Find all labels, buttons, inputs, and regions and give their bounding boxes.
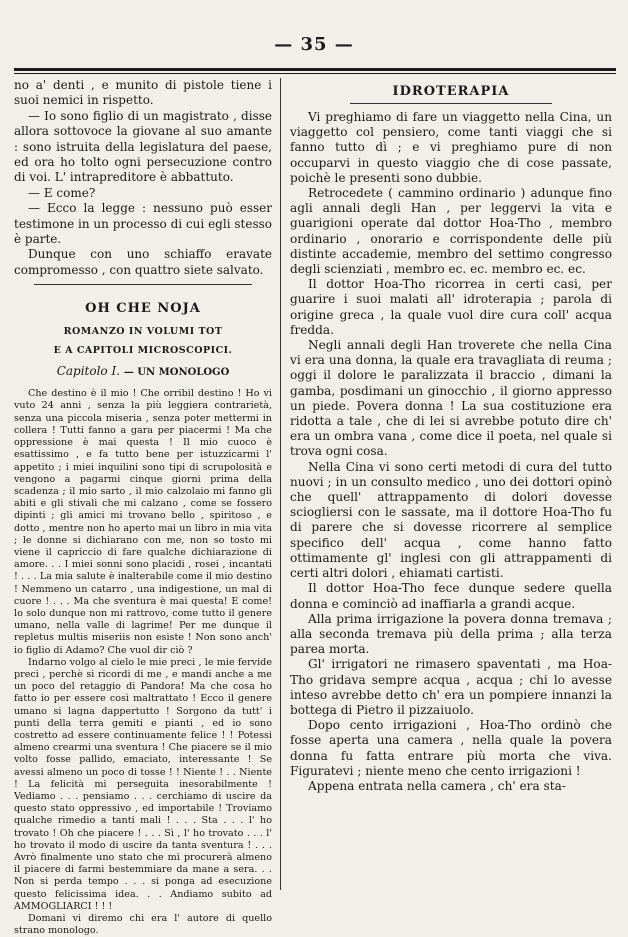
- subtitle: E A CAPITOLI MICROSCOPICI.: [53, 345, 233, 357]
- body-paragraph: Indarno volgo al cielo le mie preci , le mie fervide preci , perchè si ricordi di me , e mandi anche a me un poco del retaggio di Pandora! Ma che cosa ho fatto io per essere così maltrattato ! Ecco il genere umano si lagna dappertutto ! Sorgono da tutt' i punti della terra gemiti e pianti , ed io sono costretto ad essere continuamente felice ! ! Potessi almeno crearmi una sventura ! Che piacere se il mio volto fosse pallido, emaciato, interessante ! Se avessi almeno un poco di tosse ! ! Niente ! . . Niente ! La felicità mi perseguita inesorabilmente ! Vediamo . . . pensiamo . . . cerchiamo di uscire da questo stato oppressivo , ed importabile ! Troviamo qualche rimedio a tanti mali ! . . . Sta . . . l' ho trovato ! Oh che piacere ! . . . Sì , l' ho trovato . . . l' ho trovato il modo di uscire da tanta sventura ! . . . Avrò finalmente uno stato che mi procurerà almeno il piacere di farmi bestemmiare da mane a sera. . . Non si perda tempo . . . si ponga ad esecuzione questo felicissima idea. . . Andiamo subito ad AMMOGLIARCI ! ! !: [14, 656, 272, 912]
- body-paragraph: Che destino è il mio ! Che orribil destino ! Ho vi vuto 24 anni , senza la più leggiera contrarietà, senza una piccola miseria , senza poter mettermi in collera ! Tutti fanno a gara per piacermi ! Ma che oppressione è mai questa ! Il mio cuoco è esattissimo , e fa tutto bene per istuzzicarmi l' appetito ; i miei inquilini sono tipi di scrupolosità e vengono a pagarmi cinque giorni prima della scadenza ; il mio sarto , il mio calzolaio mi fanno gli abiti e gli stivali che mi calzano , come se fossero dipinti ; gli amici mi trovano bello , spiritoso , e dotto , mentre non ho aperto mai un libro in mia vita ; le donne si dichiarano con me, non so tosto mi viene il capriccio di fare qualche dichiarazione di amore. . . I miei sonni sono placidi , rosei , incantati ! . . . La mia salute è inalterabile come il mio destino ! Nemmeno un catarro , una indigestione, un mal di cuore ! . . . Ma che sventura è mai questa! E come! lo solo dunque non mi rattrovo, come tutto il genere umano, nella valle di lagrime! Per me dunque il repletus multis miseriis non esiste ! Non sono anch' io figlio di Adamo? Che vuol dir ciò ?: [14, 388, 272, 656]
- section-title: OH CHE NOJA: [85, 301, 201, 317]
- body-paragraph: Retrocedete ( cammino ordinario ) adunque fino agli annali degli Han , per leggervi la vita e guarigioni operate dal dottor Hoa-Tho , membro ordinario , onorario e corrispondente delle più distinte accademie, membro del settimo congresso degli scienziati , membro ec. ec. membro ec. ec.: [290, 186, 612, 277]
- body-paragraph: Domani vi diremo chi era l' autore di quello strano monologo.: [14, 913, 272, 937]
- body-paragraph: Nella Cina vi sono certi metodi di cura del tutto nuovi ; in un consulto medico , uno dei dottori opinò che quell' attrappamento di dolori dovesse sciogliersi con le sassate, ma il dottore Hoa-Tho fu di parere che si dovesse ricorrere al semplice specifico dell' acqua , come hanno fatto ottimamente gl' inglesi con gli attrappamenti di certi altri dolori , ehiamati cartisti.: [290, 459, 612, 581]
- body-paragraph: Il dottor Hoa-Tho fece dunque sedere quella donna e cominciò ad inaffiarla a grandi acque.: [290, 581, 612, 611]
- page-number: — 35 —: [274, 34, 354, 55]
- body-paragraph: Appena entrata nella camera , ch' era sta-: [308, 778, 566, 793]
- body-paragraph: Gl' irrigatori ne rimasero spaventati , ma Hoa-Tho gridava sempre acqua , acqua ; chi lo avesse inteso avrebbe detto ch' era un pompiere innanzi la bottega di Pietro il pizzaiuolo.: [290, 657, 612, 717]
- column-divider: [280, 78, 281, 890]
- body-paragraph: Il dottor Hoa-Tho ricorrea in certi casi, per guarire i suoi malati all' idroterapia ; parola di origine greca , la quale vuol dire cura coll' acqua fredda.: [290, 277, 612, 337]
- intro-paragraph: — Ecco la legge : nessuno può esser testimone in un processo di cui egli stesso è parte.: [14, 201, 272, 247]
- chapter-label: Capitolo I.: [56, 364, 121, 379]
- intro-paragraph: — E come?: [28, 185, 96, 200]
- body-paragraph: Vi preghiamo di fare un viaggetto nella Cina, un viaggetto col pensiero, come tanti viaggi che si fanno tutto dì ; e vi preghiamo pure di non occuparvi in questo viaggio che di cose passate, poichè le presenti sono dubbie.: [290, 110, 612, 185]
- subtitle: ROMANZO IN VOLUMI TOT: [63, 326, 223, 338]
- header-rule: [14, 68, 616, 71]
- body-paragraph: Alla prima irrigazione la povera donna tremava ; alla seconda tremava più della prima ; alla terza parea morta.: [290, 611, 612, 657]
- right-column: [290, 78, 612, 794]
- chapter-name: — UN MONOLOGO: [123, 367, 230, 379]
- chapter-heading: [14, 364, 272, 378]
- section-rule: [350, 103, 552, 104]
- intro-paragraph: — Io sono figlio di un magistrato , disse allora sottovoce la giovane al suo amante : sono istruita della legislatura del paese, ed ora ho tolto ogni persecuzione contro di voi. L' intrapreditore è abbattuto.: [14, 108, 272, 185]
- left-column: [14, 78, 272, 937]
- intro-paragraph: Dunque con uno schiaffo eravate compromesso , con quattro siete salvato.: [14, 247, 272, 277]
- section-rule: [34, 284, 252, 285]
- body-paragraph: Dopo cento irrigazioni , Hoa-Tho ordinò che fosse aperta una camera , nella quale la povera donna fu fatta entrare più morta che viva. Figuratevi ; niente meno che cento irrigazioni !: [290, 718, 612, 778]
- intro-paragraph: no a' denti , e munito di pistole tiene i suoi nemici in rispetto.: [14, 78, 272, 108]
- body-paragraph: Negli annali degli Han troverete che nella Cina vi era una donna, la quale era travagliata di reuma ; oggi il dolore le paralizzata il braccio , dimani la gamba, posdimani un ginocchio , il giorno appresso un piede. Povera donna ! La sua costituzione era ridotta a tale , che di lei si avrebbe potuto dire ch' era un ombra vana , come dice il poeta, nel quale si trova ogni cosa.: [290, 338, 612, 459]
- section-title: IDROTERAPIA: [392, 84, 510, 99]
- header-rule-thin: [14, 73, 616, 74]
